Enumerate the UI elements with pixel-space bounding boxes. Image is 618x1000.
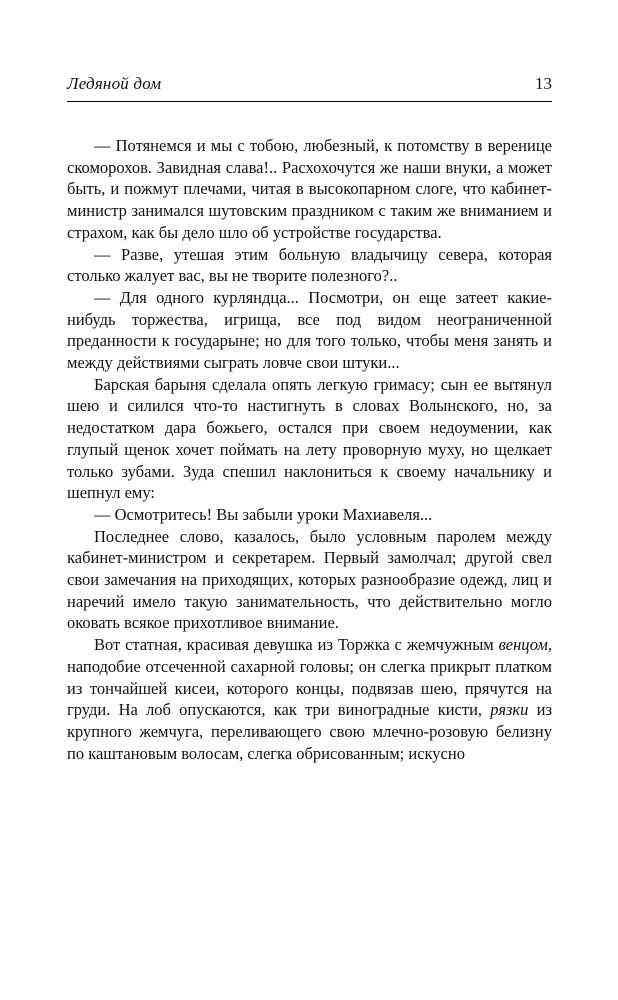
text-run: — Осмотритесь! Вы забыли уроки Махиавеля... <box>94 504 433 524</box>
paragraph <box>67 287 552 374</box>
paragraph <box>67 374 552 504</box>
text-run: Вот статная, красивая девушка из Торжка с жемчужным <box>94 635 499 655</box>
italic-text-run: венцом, <box>498 635 552 655</box>
italic-text-run: рязки <box>490 700 529 720</box>
running-header <box>67 74 552 102</box>
running-header-title: Ледяной дом <box>67 74 162 93</box>
paragraph <box>67 135 552 244</box>
text-run: наподобие отсеченной сахарной головы; он слегка прикрыт платком из тончайшей кисеи, которого концы, подвязав шею, прячутся на груди. На лоб опускаются, как три виноградные кисти, <box>67 656 552 720</box>
text-run: Последнее слово, казалось, было условным паролем между кабинет-министром и секретарем. Первый замолчал; другой свел свои замечания на приходящих, которых разнообразие одежд, лиц и наречий имело такую занимательность, что действительно могло оковать всякое прихотливое внимание. <box>67 526 552 633</box>
paragraph <box>67 634 552 764</box>
text-run: — Потянемся и мы с тобою, любезный, к потомству в веренице скоморохов. Завидная слава!.. Расхохочутся же наши внуки, а может быть, и пожмут плечами, читая в высокопарном слоге, что кабинет-министр занимался шутовским праздником с таким же вниманием и страхом, как бы дело шло об устройстве государства. <box>67 136 552 242</box>
text-run: — Для одного курляндца... Посмотри, он еще затеет какие-нибудь торжества, игрища, все под видом неограниченной преданности к государыне; но для того только, чтобы меня занять и между действиями сыграть ловче свои штуки... <box>67 287 552 373</box>
text-run: из крупного жемчуга, переливающего свою млечно-розовую белизну по каштановым волосам, слегка обрисованным; искусно <box>67 700 552 763</box>
page-body-text <box>67 135 552 764</box>
paragraph <box>67 526 552 635</box>
page-number: 13 <box>535 74 552 93</box>
paragraph <box>67 244 552 287</box>
paragraph <box>67 504 552 526</box>
text-run: — Разве, утешая этим больную владычицу севера, которая столько жалует вас, вы не творите полезного?.. <box>67 244 552 286</box>
text-run: Барская барыня сделала опять легкую гримасу; сын ее вытянул шею и силился что-то настигнуть в словах Волынского, но, за недостатком дара божьего, остался при своем недоумении, как глупый щенок хочет поймать на лету проворную муху, но щелкает только зубами. Зуда спешил наклониться к своему начальнику и шепнул ему: <box>67 374 552 503</box>
